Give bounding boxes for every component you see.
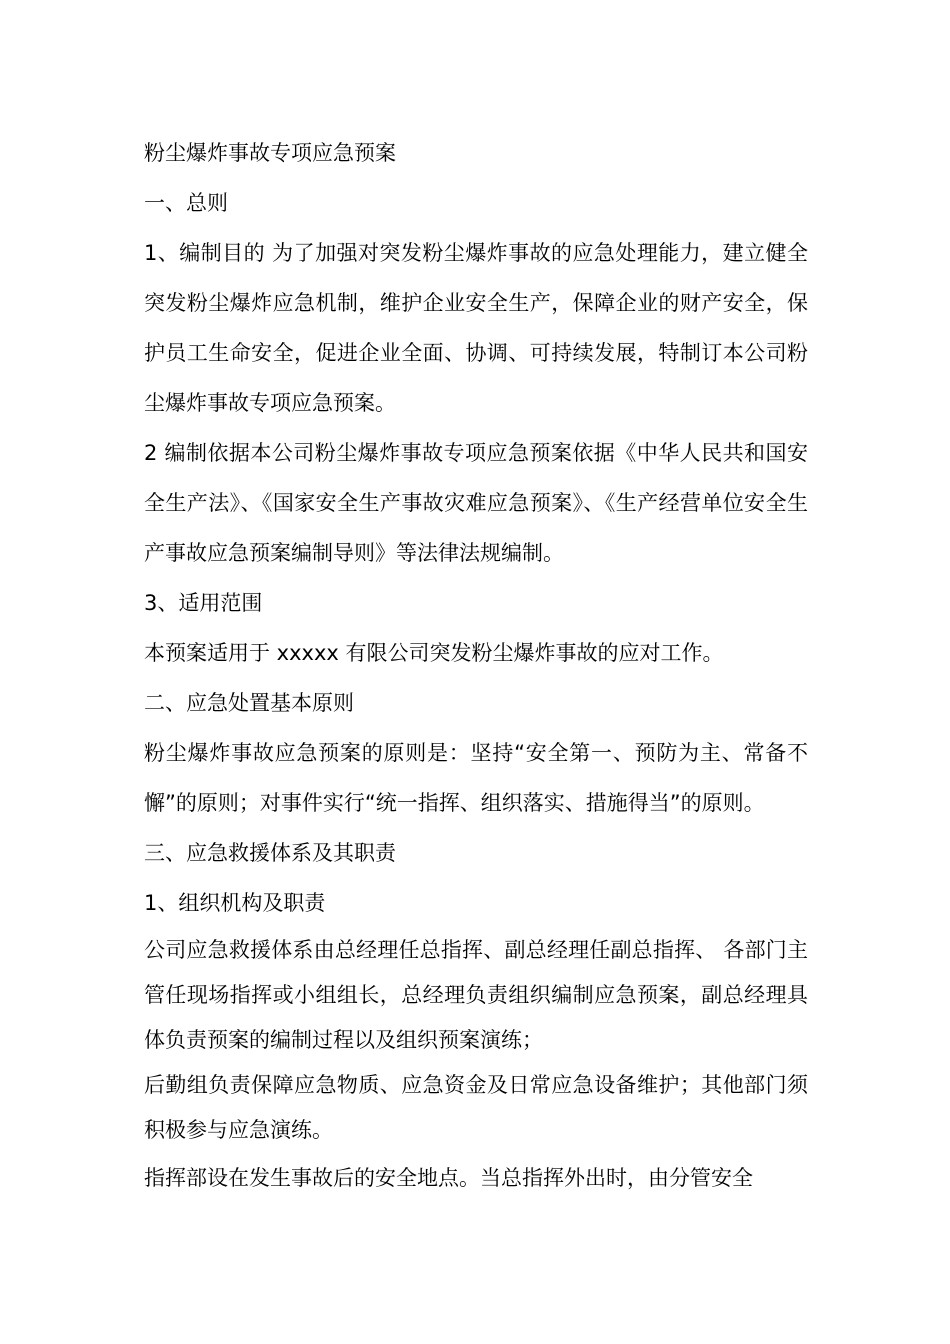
paragraph-purpose: 1、编制目的 为了加强对突发粉尘爆炸事故的应急处理能力，建立健全突发粉尘爆炸应急机制，维护企业安全生产，保障企业的财产安全，保护员工生命安全，促进企业全面、协调、可持续发展，特制订本公司粉尘爆炸事故专项应急预案。 <box>144 241 808 415</box>
paragraph-logistics: 后勤组负责保障应急物质、应急资金及日常应急设备维护；其他部门须积极参与应急演练。 <box>144 1073 808 1142</box>
subheading-organization: 1、组织机构及职责 <box>144 891 326 915</box>
document-body <box>144 128 808 1203</box>
section-heading-general: 一、总则 <box>144 191 228 215</box>
paragraph-scope: 本预案适用于 xxxxx 有限公司突发粉尘爆炸事故的应对工作。 <box>144 641 724 665</box>
paragraph-organization: 公司应急救援体系由总经理任总指挥、副总经理任副总指挥、 各部门主管任现场指挥或小组组长，总经理负责组织编制应急预案，副总经理具体负责预案的编制过程以及组织预案演练； <box>144 938 808 1052</box>
paragraph-principles: 粉尘爆炸事故应急预案的原则是：坚持“安全第一、预防为主、常备不懈”的原则；对事件实行“统一指挥、组织落实、措施得当”的原则。 <box>144 741 808 815</box>
section-heading-principles: 二、应急处置基本原则 <box>144 691 354 715</box>
section-heading-rescue-system: 三、应急救援体系及其职责 <box>144 841 396 865</box>
paragraph-basis: 2 编制依据本公司粉尘爆炸事故专项应急预案依据《中华人民共和国安全生产法》、《国家安全生产事故灾难应急预案》、《生产经营单位安全生产事故应急预案编制导则》等法律法规编制。 <box>144 441 808 565</box>
subheading-scope: 3、适用范围 <box>144 591 263 615</box>
document-title: 粉尘爆炸事故专项应急预案 <box>144 141 396 165</box>
paragraph-command-post: 指挥部设在发生事故后的安全地点。当总指挥外出时，由分管安全 <box>144 1166 753 1190</box>
